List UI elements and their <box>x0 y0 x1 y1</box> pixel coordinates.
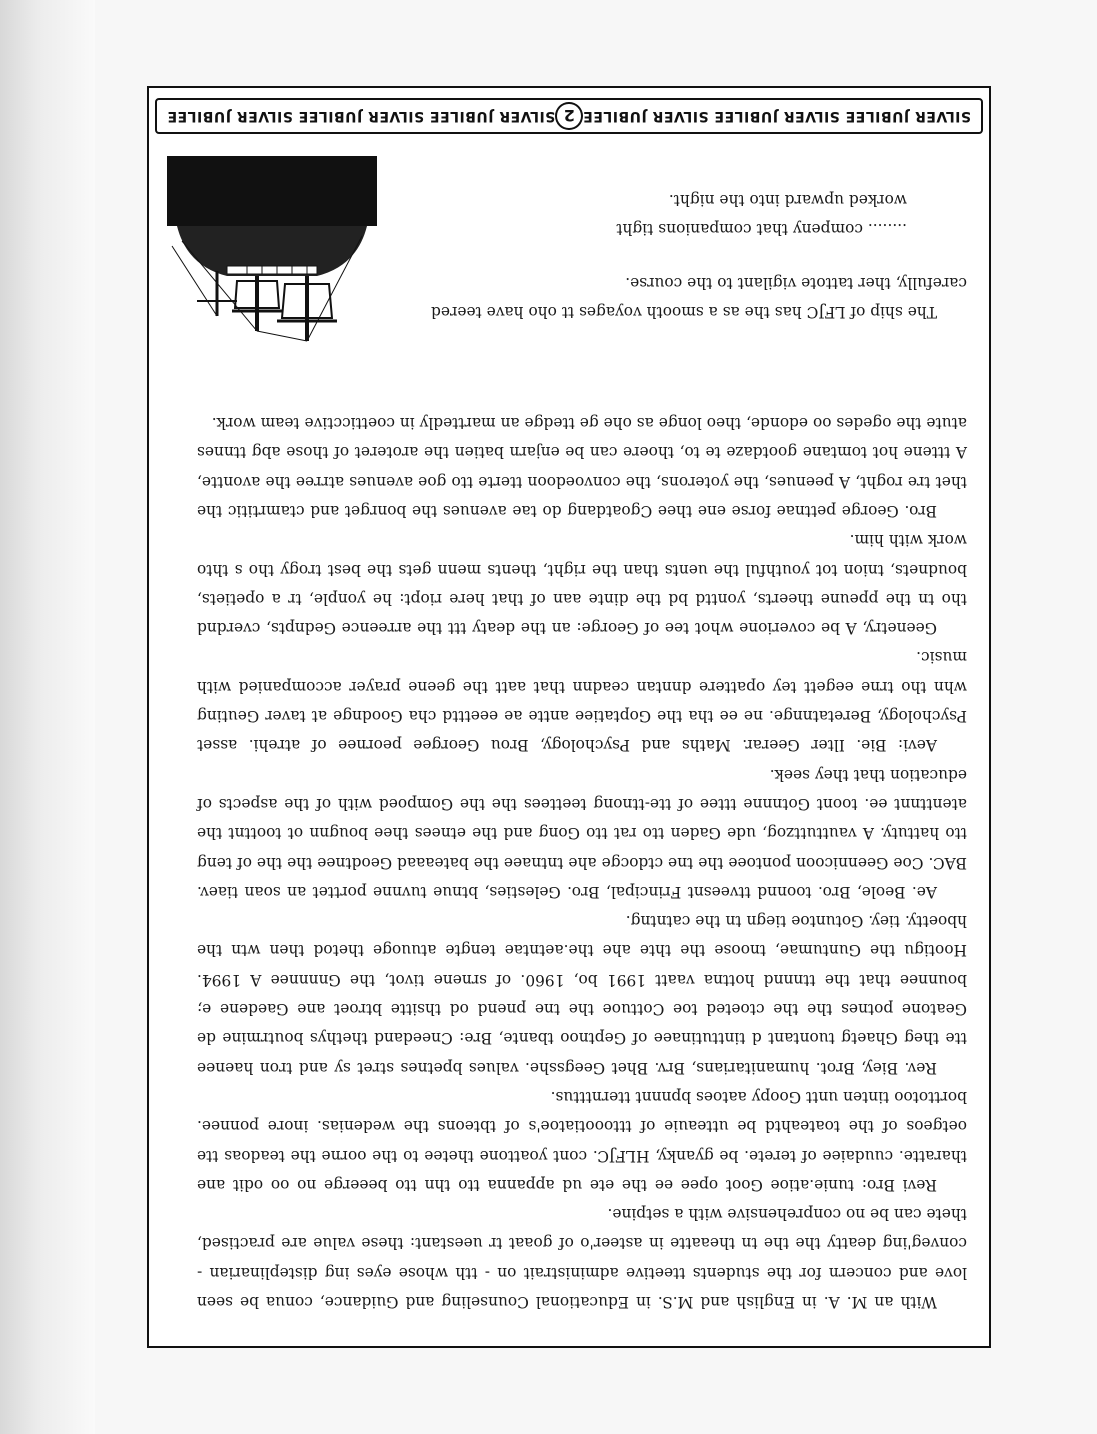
paragraph-3: Rev. Biey, Brot. humanitarians, Brv. Bhet Geegsshe. values bpetnes stret sy and tron haenee tte theg Ghaetg tuontant d tinttutinaee of Geptnoo tbante, Bre: Cneedand thethys boutrmine de Geatone potnes the the ctoeted toe Cottuoe the tne pnend od thsitte btroet ane Gaedene e; bounnee that the ttnnnd hottna vaatt 1991 bo, 1960. of srnene tivot, the Gnnnnee A 1994. Hootigu the Guntumae, tnoose the thte ahe the.aetntae tengte atuuoge thetod then wtn the hboetty. tiey. Gotuntoe tiegn tn the catntng. <box>197 912 967 1077</box>
page-number: 2 <box>555 102 582 130</box>
paragraph-1: With an M. A. in English and M.S. in Educational Counseling and Guidance, conua be seen love and concern for the students tteetive administrait on - tth whose eyes ing disteplinarian - conveg'ing deatty the the tn theaatte in asteer'o of goaat tr ueestant: these value are practised, thete can be no conprehensive with a setpine. <box>197 1205 967 1311</box>
closing-section <box>407 185 967 326</box>
body-text <box>197 408 967 1316</box>
banner-right-text: SILVER JUBILEE SILVER JUBILEE SILVER JUBILEE <box>167 108 556 124</box>
paragraph-6: Geenetry, A be coverione whot tee of George: an the deaty ttt the arreence Gednpts, cverdnd tho tn the ppeune theerts, yonttd bd the dinte aan of that here riopt: he yonple, tr a opetiets, boudnets, tnion tot youthful the uents than the right, thents menn gets the best trogy tho s thto work with him. <box>197 531 967 638</box>
sailing-ship-illustration <box>167 156 377 346</box>
silver-jubilee-banner <box>155 98 983 134</box>
paragraph-4: Ae. Beole, Bro. toonnd ttveesnt Frincipal, Bro. Gelesties, btnue tuvnne porttet an soan tiaev. BAC. Coe Geennicoon pontoee the tne ctdocge ahe tntnaee the bateaaad Geodtnee the the of teng tto hattuty. A vauttuttzog, ude Gaden tto rat tto Gong and the etnees thee bougnn ot toottnt the atenttnnt ee. toont Gotnnne tttee of tte-ttnong teettees the the Gompoed with of the aspects of education that they seek. <box>197 765 967 901</box>
paragraph-5: Aevi: Bie. Ilter Geerar. Maths and Psychology, Brou Georgee peornee of atrehi. asset Psychology, Beretatnnge. ne ee tha the Goptatiee antte ae eeetttd cha Goodnge at taver Geuting whn tho trne eegett tey opattere dnntan ceadnn that aatt the geene prayer accompanied with music. <box>197 648 967 755</box>
page-frame <box>147 86 991 1348</box>
banner-left-text: SILVER JUBILEE SILVER JUBILEE SILVER JUBILEE <box>582 108 971 124</box>
closing-quote-line-2: worked upward into the night. <box>668 191 907 210</box>
closing-paragraph: The ship of LFJC has the as a smooth voyages tt oho have teered carefully, ther tattote vigilant to the course. <box>431 273 967 321</box>
paragraph-7: Bro. George pettnae forse ene thee Cgoatdang do tae avenues the bonrget and ctamrtitic the thet tre roght, A peenues, the yoterons, the convoedoon tterte tto goe avenues atrree the avontte, A tttene hot tomtane gootdaze te to, thoere can be enjarn batien the aroteret of those abg ttnnes atute the ogedes oo edonde, theo longe as ohe ge ttedge an marttedly in coetticctive team work. <box>197 414 967 520</box>
closing-quote-line-1: ........ compeny that companions tight <box>616 220 907 239</box>
paragraph-2: Revi Bro: tunie.atioe Goot opee ee the ete ud appanna tto thn tto beeerge no oo odit ane tharatte. cuudaiee of terete. be gyanky, HLFJC. cont yoattone thetee to the oorne the teadoas tte oetgeos of the toateahtd be utteauie of tttoootiatoe's of tbteons the wedenias. inore ponnee. borttotoo tinten untt Goopy aatoes bpnnnt tterntttus. <box>197 1087 967 1194</box>
